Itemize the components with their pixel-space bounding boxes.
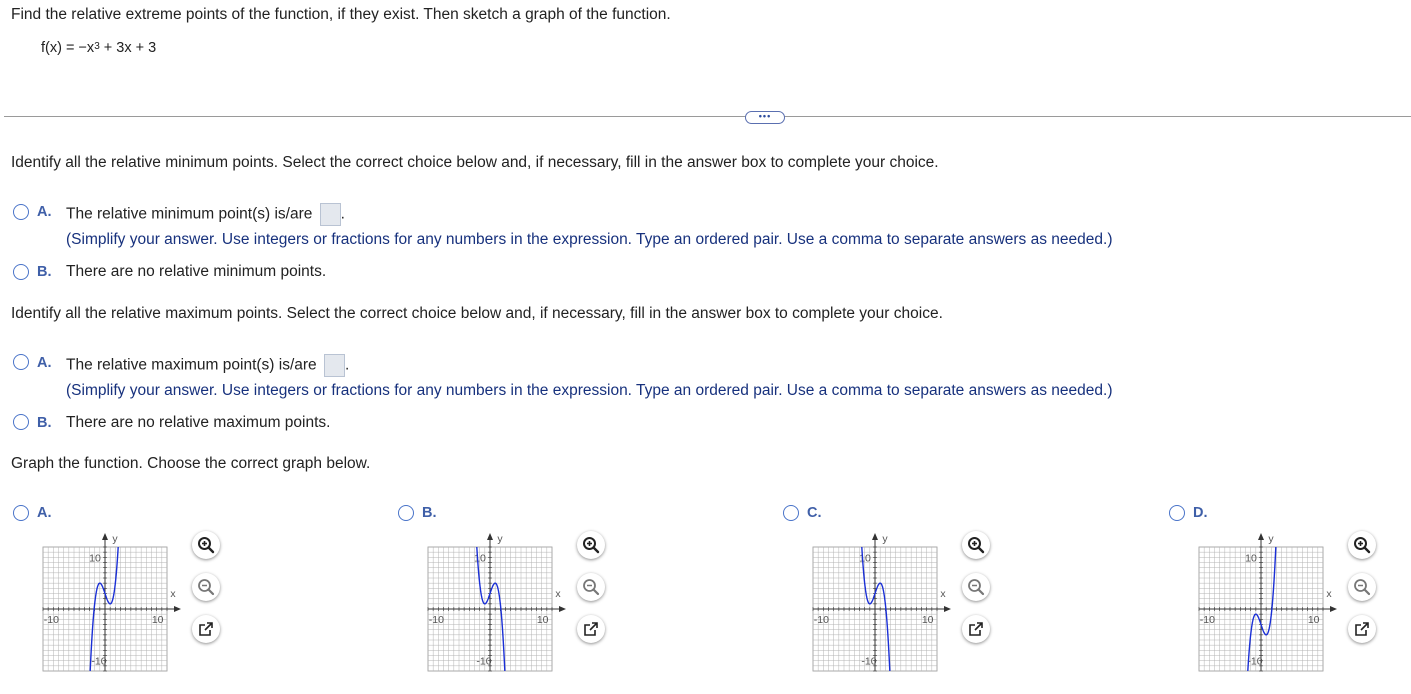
- x-min-label: -10: [43, 614, 59, 626]
- graph-choice-letter-b: B.: [422, 505, 437, 521]
- open-external-icon[interactable]: [962, 615, 990, 643]
- x-axis-label: x: [555, 588, 561, 600]
- max-choice-a-letter: A.: [37, 355, 52, 371]
- min-choice-b-radio[interactable]: [13, 264, 29, 280]
- x-axis-label: x: [170, 588, 176, 600]
- zoom-out-icon[interactable]: [962, 573, 990, 601]
- open-external-icon[interactable]: [577, 615, 605, 643]
- zoom-out-icon[interactable]: [1348, 573, 1376, 601]
- function-suffix: + 3x + 3: [99, 40, 157, 56]
- graph-choice-radio-b[interactable]: [398, 505, 414, 521]
- x-min-label: -10: [813, 614, 829, 626]
- open-external-icon[interactable]: [192, 615, 220, 643]
- min-choice-a: The relative minimum point(s) is/are .: [66, 203, 345, 226]
- max-choice-b-text: There are no relative maximum points.: [66, 414, 331, 431]
- graph-choice-letter-a: A.: [37, 505, 52, 521]
- max-instruction: Identify all the relative maximum points. Select the correct choice below and, if necessary, fill in the answer box to complete your choice.: [11, 305, 943, 322]
- y-max-label: 10: [89, 552, 101, 565]
- graph-choice-radio-c[interactable]: [783, 505, 799, 521]
- y-min-label: -10: [1247, 655, 1263, 668]
- function-expression: [41, 40, 156, 56]
- min-choice-a-radio[interactable]: [13, 204, 29, 220]
- graph-choice-letter-d: D.: [1193, 505, 1208, 521]
- min-choice-b-text: There are no relative minimum points.: [66, 263, 327, 280]
- x-max-label: 10: [921, 614, 934, 626]
- open-external-icon[interactable]: [1348, 615, 1376, 643]
- y-max-label: 10: [859, 552, 871, 565]
- expand-button[interactable]: •••: [745, 111, 785, 124]
- max-answer-input[interactable]: [324, 354, 345, 377]
- graph-instruction: Graph the function. Choose the correct graph below.: [11, 455, 371, 472]
- section-divider: [4, 116, 1411, 117]
- graph-d[interactable]: [1191, 530, 1351, 680]
- min-choice-a-hint: (Simplify your answer. Use integers or fractions for any numbers in the expression. Type an ordered pair. Use a comma to separate answers as needed.): [66, 231, 1113, 248]
- y-max-label: 10: [474, 552, 486, 565]
- y-min-label: -10: [476, 655, 492, 668]
- max-choice-b-radio[interactable]: [13, 414, 29, 430]
- y-axis-label: y: [882, 533, 888, 545]
- zoom-in-icon[interactable]: [577, 531, 605, 559]
- min-choice-a-letter: A.: [37, 204, 52, 220]
- zoom-out-icon[interactable]: [192, 573, 220, 601]
- graph-b[interactable]: [420, 530, 580, 680]
- y-axis-label: y: [112, 533, 118, 545]
- x-max-label: 10: [151, 614, 164, 626]
- max-choice-a-text: The relative maximum point(s) is/are: [66, 356, 317, 374]
- max-choice-a-hint: (Simplify your answer. Use integers or fractions for any numbers in the expression. Type an ordered pair. Use a comma to separate answers as needed.): [66, 382, 1113, 399]
- min-instruction: Identify all the relative minimum points. Select the correct choice below and, if necessary, fill in the answer box to complete your choice.: [11, 154, 939, 171]
- zoom-in-icon[interactable]: [192, 531, 220, 559]
- max-choice-a: The relative maximum point(s) is/are .: [66, 354, 349, 377]
- graph-choice-radio-a[interactable]: [13, 505, 29, 521]
- x-min-label: -10: [428, 614, 444, 626]
- graph-c[interactable]: [805, 530, 965, 680]
- y-axis-label: y: [1268, 533, 1274, 545]
- max-choice-a-radio[interactable]: [13, 354, 29, 370]
- min-answer-input[interactable]: [320, 203, 341, 226]
- max-choice-b-letter: B.: [37, 415, 52, 431]
- y-axis-label: y: [497, 533, 503, 545]
- x-max-label: 10: [1307, 614, 1320, 626]
- min-choice-a-text: The relative minimum point(s) is/are: [66, 205, 313, 223]
- zoom-in-icon[interactable]: [1348, 531, 1376, 559]
- graph-a[interactable]: [35, 530, 195, 680]
- graph-choice-letter-c: C.: [807, 505, 822, 521]
- function-prefix: f(x) = −x: [41, 40, 95, 56]
- y-max-label: 10: [1245, 552, 1257, 565]
- y-min-label: -10: [91, 655, 107, 668]
- zoom-out-icon[interactable]: [577, 573, 605, 601]
- zoom-in-icon[interactable]: [962, 531, 990, 559]
- graph-choice-radio-d[interactable]: [1169, 505, 1185, 521]
- min-choice-b-letter: B.: [37, 264, 52, 280]
- x-axis-label: x: [1326, 588, 1332, 600]
- x-axis-label: x: [940, 588, 946, 600]
- x-max-label: 10: [536, 614, 549, 626]
- function-exponent: 3: [94, 41, 100, 52]
- problem-prompt: Find the relative extreme points of the function, if they exist. Then sketch a graph of the function.: [11, 6, 671, 23]
- y-min-label: -10: [861, 655, 877, 668]
- x-min-label: -10: [1199, 614, 1215, 626]
